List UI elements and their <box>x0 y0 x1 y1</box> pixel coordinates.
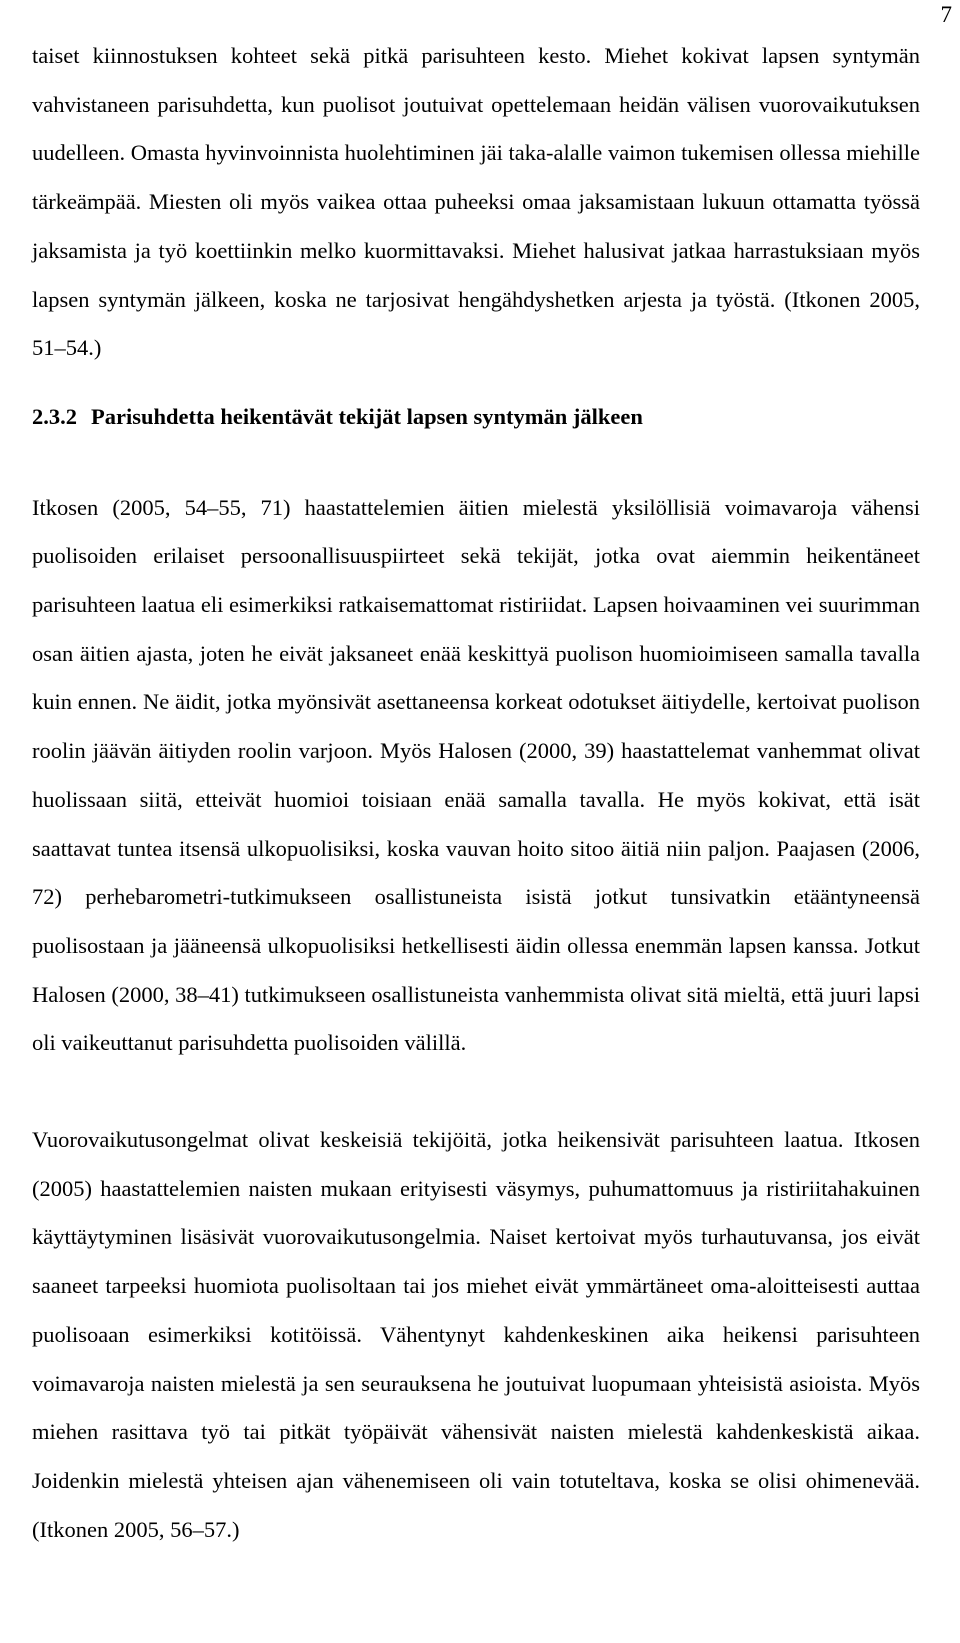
section-heading <box>32 393 920 442</box>
document-body <box>32 32 920 1554</box>
section-number: 2.3.2 <box>32 403 77 429</box>
page-number: 7 <box>940 2 952 27</box>
paragraph-1: taiset kiinnostuksen kohteet sekä pitkä parisuhteen kesto. Miehet kokivat lapsen syntymän vahvistaneen parisuhdetta, kun puolisot joutuivat opettelemaan heidän välisen vuorovaikutuksen uudelleen. Omasta hyvinvoinnista huolehtiminen jäi taka-alalle vaimon tukemisen ollessa miehille tärkeämpää. Miesten oli myös vaikea ottaa puheeksi omaa jaksamistaan lukuun ottamatta työssä jaksamista ja työ koettiinkin melko kuormittavaksi. Miehet halusivat jatkaa harrastuksiaan myös lapsen syntymän jälkeen, koska ne tarjosivat hengähdyshetken arjesta ja työstä. (Itkonen 2005, 51–54.) <box>32 43 920 361</box>
paragraph-2: Itkosen (2005, 54–55, 71) haastattelemien äitien mielestä yksilöllisiä voimavaroja vähensi puolisoiden erilaiset persoonallisuuspiirteet sekä tekijät, jotka ovat aiemmin heikentäneet parisuhteen laatua eli esimerkiksi ratkaisemattomat ristiriidat. Lapsen hoivaaminen vei suurimman osan äitien ajasta, joten he eivät jaksaneet enää keskittyä puolison huomioimiseen samalla tavalla kuin ennen. Ne äidit, jotka myönsivät asettaneensa korkeat odotukset äitiydelle, kertoivat puolison roolin jäävän äitiyden roolin varjoon. Myös Halosen (2000, 39) haastattelemat vanhemmat olivat huolissaan siitä, etteivät huomioi toisiaan enää samalla tavalla. He myös kokivat, että isät saattavat tuntea itsensä ulkopuolisiksi, koska vauvan hoito sitoo äitiä niin paljon. Paajasen (2006, 72) perhebarometri-tutkimukseen osallistuneista isistä jotkut tunsivatkin etääntyneensä puolisostaan ja jääneensä ulkopuolisiksi hetkellisesti äidin ollessa enemmän lapsen kanssa. Jotkut Halosen (2000, 38–41) tutkimukseen osallistuneista vanhemmista olivat sitä mieltä, että juuri lapsi oli vaikeuttanut parisuhdetta puolisoiden välillä. <box>32 494 920 1056</box>
paragraph-3: Vuorovaikutusongelmat olivat keskeisiä tekijöitä, jotka heikensivät parisuhteen laatua. Itkosen (2005) haastattelemien naisten mukaan erityisesti väsymys, puhumattomuus ja ristiriitahakuinen käyttäytyminen lisäsivät vuorovaikutusongelmia. Naiset kertoivat myös turhautuvansa, jos eivät saaneet tarpeeksi huomiota puolisoltaan tai jos miehet eivät ymmärtäneet oma-aloitteisesti auttaa puolisoaan esimerkiksi kotitöissä. Vähentynyt kahdenkeskinen aika heikensi parisuhteen voimavaroja naisten mielestä ja sen seurauksena he joutuivat luopumaan yhteisistä asioista. Myös miehen rasittava työ tai pitkät työpäivät vähensivät naisten mielestä kahdenkeskistä aikaa. Joidenkin mielestä yhteisen ajan vähenemiseen oli vain totuteltava, koska se olisi ohimenevää. (Itkonen 2005, 56–57.) <box>32 1127 920 1542</box>
section-title: Parisuhdetta heikentävät tekijät lapsen syntymän jälkeen <box>91 403 643 429</box>
